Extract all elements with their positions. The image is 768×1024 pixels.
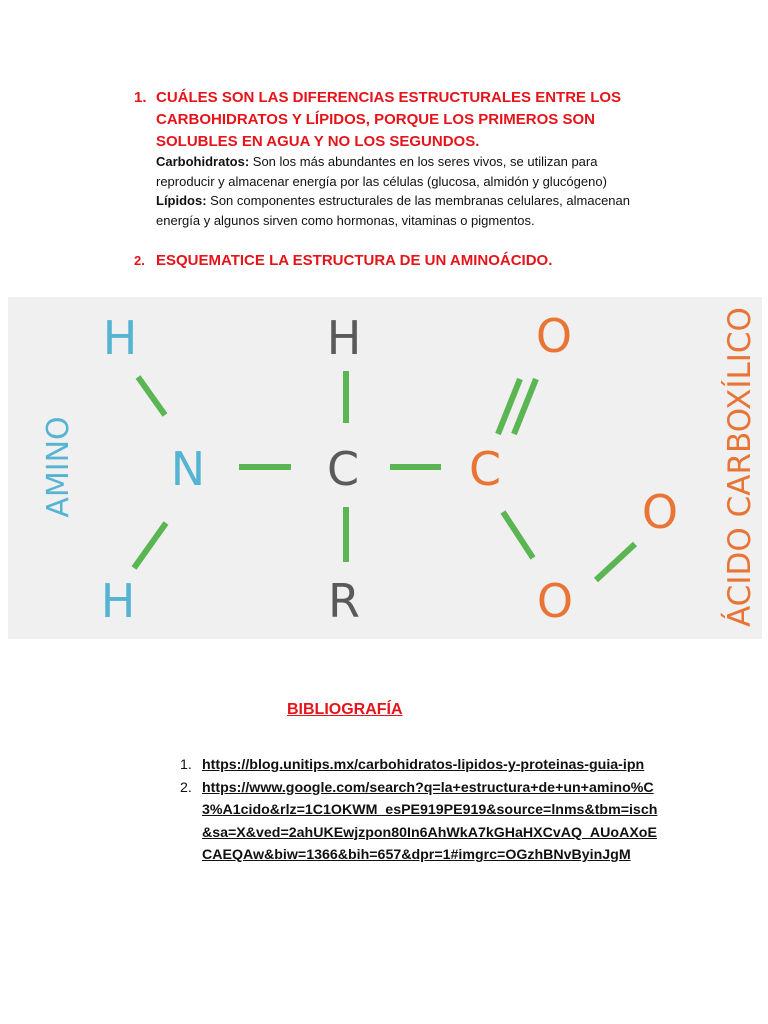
bibliography-list bbox=[180, 754, 660, 867]
atom-c-carboxyl: C bbox=[468, 442, 502, 496]
bond-o-o bbox=[596, 544, 635, 580]
atom-h-top-left: H bbox=[102, 311, 138, 365]
bibliography-item-number: 2. bbox=[180, 779, 192, 796]
atom-o-hydroxyl: O bbox=[536, 574, 574, 628]
atom-o-double-bond: O bbox=[535, 309, 573, 363]
bibliography-link[interactable]: https://www.google.com/search?q=la+estructura+de+un+amino%C3%A1cido&rlz=1C1OKWM_esPE919PE919&source=lnms&tbm=isch&sa=X&ved=2ahUKEwjzpon80In6AhWkA7kGHaHXCvAQ_AUoAXoECAEQAw&biw=1366&bih=657&dpr=1#imgrc=OGzhBNvByinJgM bbox=[202, 779, 658, 863]
lipids-text: Son componentes estructurales de las membranas celulares, almacenan energía y algunos sirven como hormonas, vitaminas o pigmentos. bbox=[156, 193, 630, 228]
atom-r: R bbox=[328, 574, 360, 628]
question-1-text: CUÁLES SON LAS DIFERENCIAS ESTRUCTURALES ENTRE LOS CARBOHIDRATOS Y LÍPIDOS, PORQUE LOS PRIMEROS SON SOLUBLES EN AGUA Y NO LOS SEGUNDOS. bbox=[156, 89, 622, 150]
bond-c-o-single bbox=[503, 512, 533, 558]
amino-acid-structure-svg bbox=[8, 297, 762, 639]
lipids-label: Lípidos: bbox=[156, 193, 207, 208]
carboxylic-acid-label: ÁCIDO CARBOXÍLICO bbox=[722, 307, 758, 627]
answer-1 bbox=[156, 152, 656, 230]
atom-c-alpha: C bbox=[326, 442, 360, 496]
bibliography-item bbox=[180, 777, 660, 867]
bond-n-h-bottom bbox=[134, 523, 166, 568]
atom-h-top-center: H bbox=[326, 311, 362, 365]
bibliography-link[interactable]: https://blog.unitips.mx/carbohidratos-lipidos-y-proteinas-guia-ipn bbox=[202, 757, 645, 773]
question-2-text: ESQUEMATICE LA ESTRUCTURA DE UN AMINOÁCIDO. bbox=[156, 252, 553, 269]
bibliography-item-number: 1. bbox=[180, 757, 192, 773]
atom-o-right: O bbox=[641, 485, 679, 539]
carbohydrates-text: Son los más abundantes en los seres vivos, se utilizan para reproducir y almacenar energía por las células (glucosa, almidón y glucógeno) bbox=[156, 154, 607, 189]
atom-n: N bbox=[170, 442, 206, 496]
bond-h-n-top bbox=[138, 377, 165, 415]
atom-h-bottom-left: H bbox=[100, 574, 136, 628]
carbohydrates-label: Carbohidratos: bbox=[156, 154, 250, 169]
question-1-number: 1. bbox=[134, 89, 147, 106]
question-2-number: 2. bbox=[134, 253, 145, 268]
amino-group-label: AMINO bbox=[41, 416, 76, 518]
bibliography-title: BIBLIOGRAFÍA bbox=[287, 701, 403, 718]
bibliography-item bbox=[180, 754, 660, 777]
amino-acid-diagram bbox=[8, 297, 762, 639]
